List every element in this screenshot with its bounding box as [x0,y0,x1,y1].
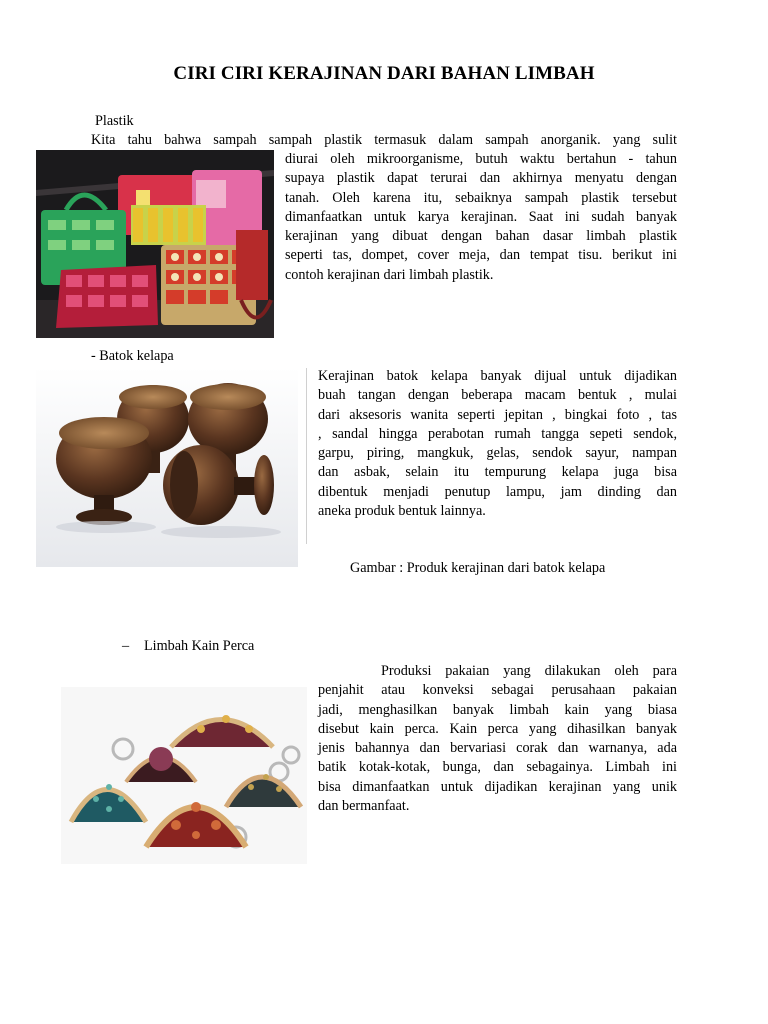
plastik-first-line: Kita tahu bahwa sampah sampah plastik termasuk dalam sampah anorganik. yang sulit [91,132,677,148]
text-line: garpu, piring, mangkuk, gelas, sendok sayur, nampan [318,445,677,462]
text-line: diurai oleh mikroorganisme, butuh waktu bertahun - tahun [285,151,677,167]
section-heading-batok-kelapa: - Batok kelapa [91,348,174,364]
column-divider [306,368,307,544]
text-line: jenis bahannya dan bervariasi corak dan warnanya, ada [318,740,677,757]
text-line: contoh kerajinan dari limbah plastik. [285,266,494,283]
text-line: penjahit atau konveksi sebagai perusahaan pakaian [318,682,677,699]
text-line: dari aksesoris wanita seperti jepitan , bingkai foto , tas [318,406,677,423]
text-line: dan asbak, selain itu tempurung kelapa juga bisa [318,464,677,481]
text-line: dan bermanfaat. [318,798,410,815]
figure-caption: Gambar : Produk kerajinan dari batok kelapa [350,560,606,576]
text-line: supaya plastik dapat terurai dan akhirnya menyatu dengan [285,170,677,187]
text-line: , sandal hingga perabotan rumah tangga sepeti sendok, [318,425,677,442]
text-line: seperti tas, dompet, cover meja, dan tempat tisu. berikut ini [285,247,677,264]
text-line: Produksi pakaian yang dilakukan oleh para [381,663,677,679]
text-line: dimanfaatkan untuk karya kerajinan. Saat ini sudah banyak [285,208,677,225]
coconut-shell-crafts-photo [36,367,298,589]
text-line: jadi, menghasilkan banyak limbah kain yang biasa [318,701,677,718]
text-line: dibentuk menjadi penutup lampu, jam dinding dan [318,483,677,500]
batok-kelapa-paragraph [318,367,677,521]
section-heading-plastik: Plastik [95,113,134,129]
text-line: bisa dimanfaatkan untuk dijadikan kerajinan yang unik [318,778,677,795]
kain-perca-paragraph [318,662,677,816]
plastik-paragraph [285,150,677,285]
text-line: tanah. Oleh karena itu, sebaiknya sampah plastik tersebut [285,189,677,206]
text-line: batik kotak-kotak, bunga, dan sebagainya. Limbah ini [318,759,677,776]
text-line: buah tangan dengan beberapa macam bentuk , mulai [318,387,677,404]
page-title: CIRI CIRI KERAJINAN DARI BAHAN LIMBAH [173,63,595,84]
list-bullet: – [122,638,130,654]
fabric-purse-photo [61,687,307,864]
plastic-crafts-photo [36,150,274,338]
section-heading-kain-perca: Limbah Kain Perca [144,638,255,654]
text-line: Kerajinan batok kelapa banyak dijual untuk dijadikan [318,368,677,384]
text-line: kerajinan yang dibuat dengan bahan dasar limbah plastik [285,228,677,245]
text-line: disebut kain perca. Kain perca yang dihasilkan banyak [318,720,677,737]
text-line: aneka produk bentuk lainnya. [318,503,486,520]
